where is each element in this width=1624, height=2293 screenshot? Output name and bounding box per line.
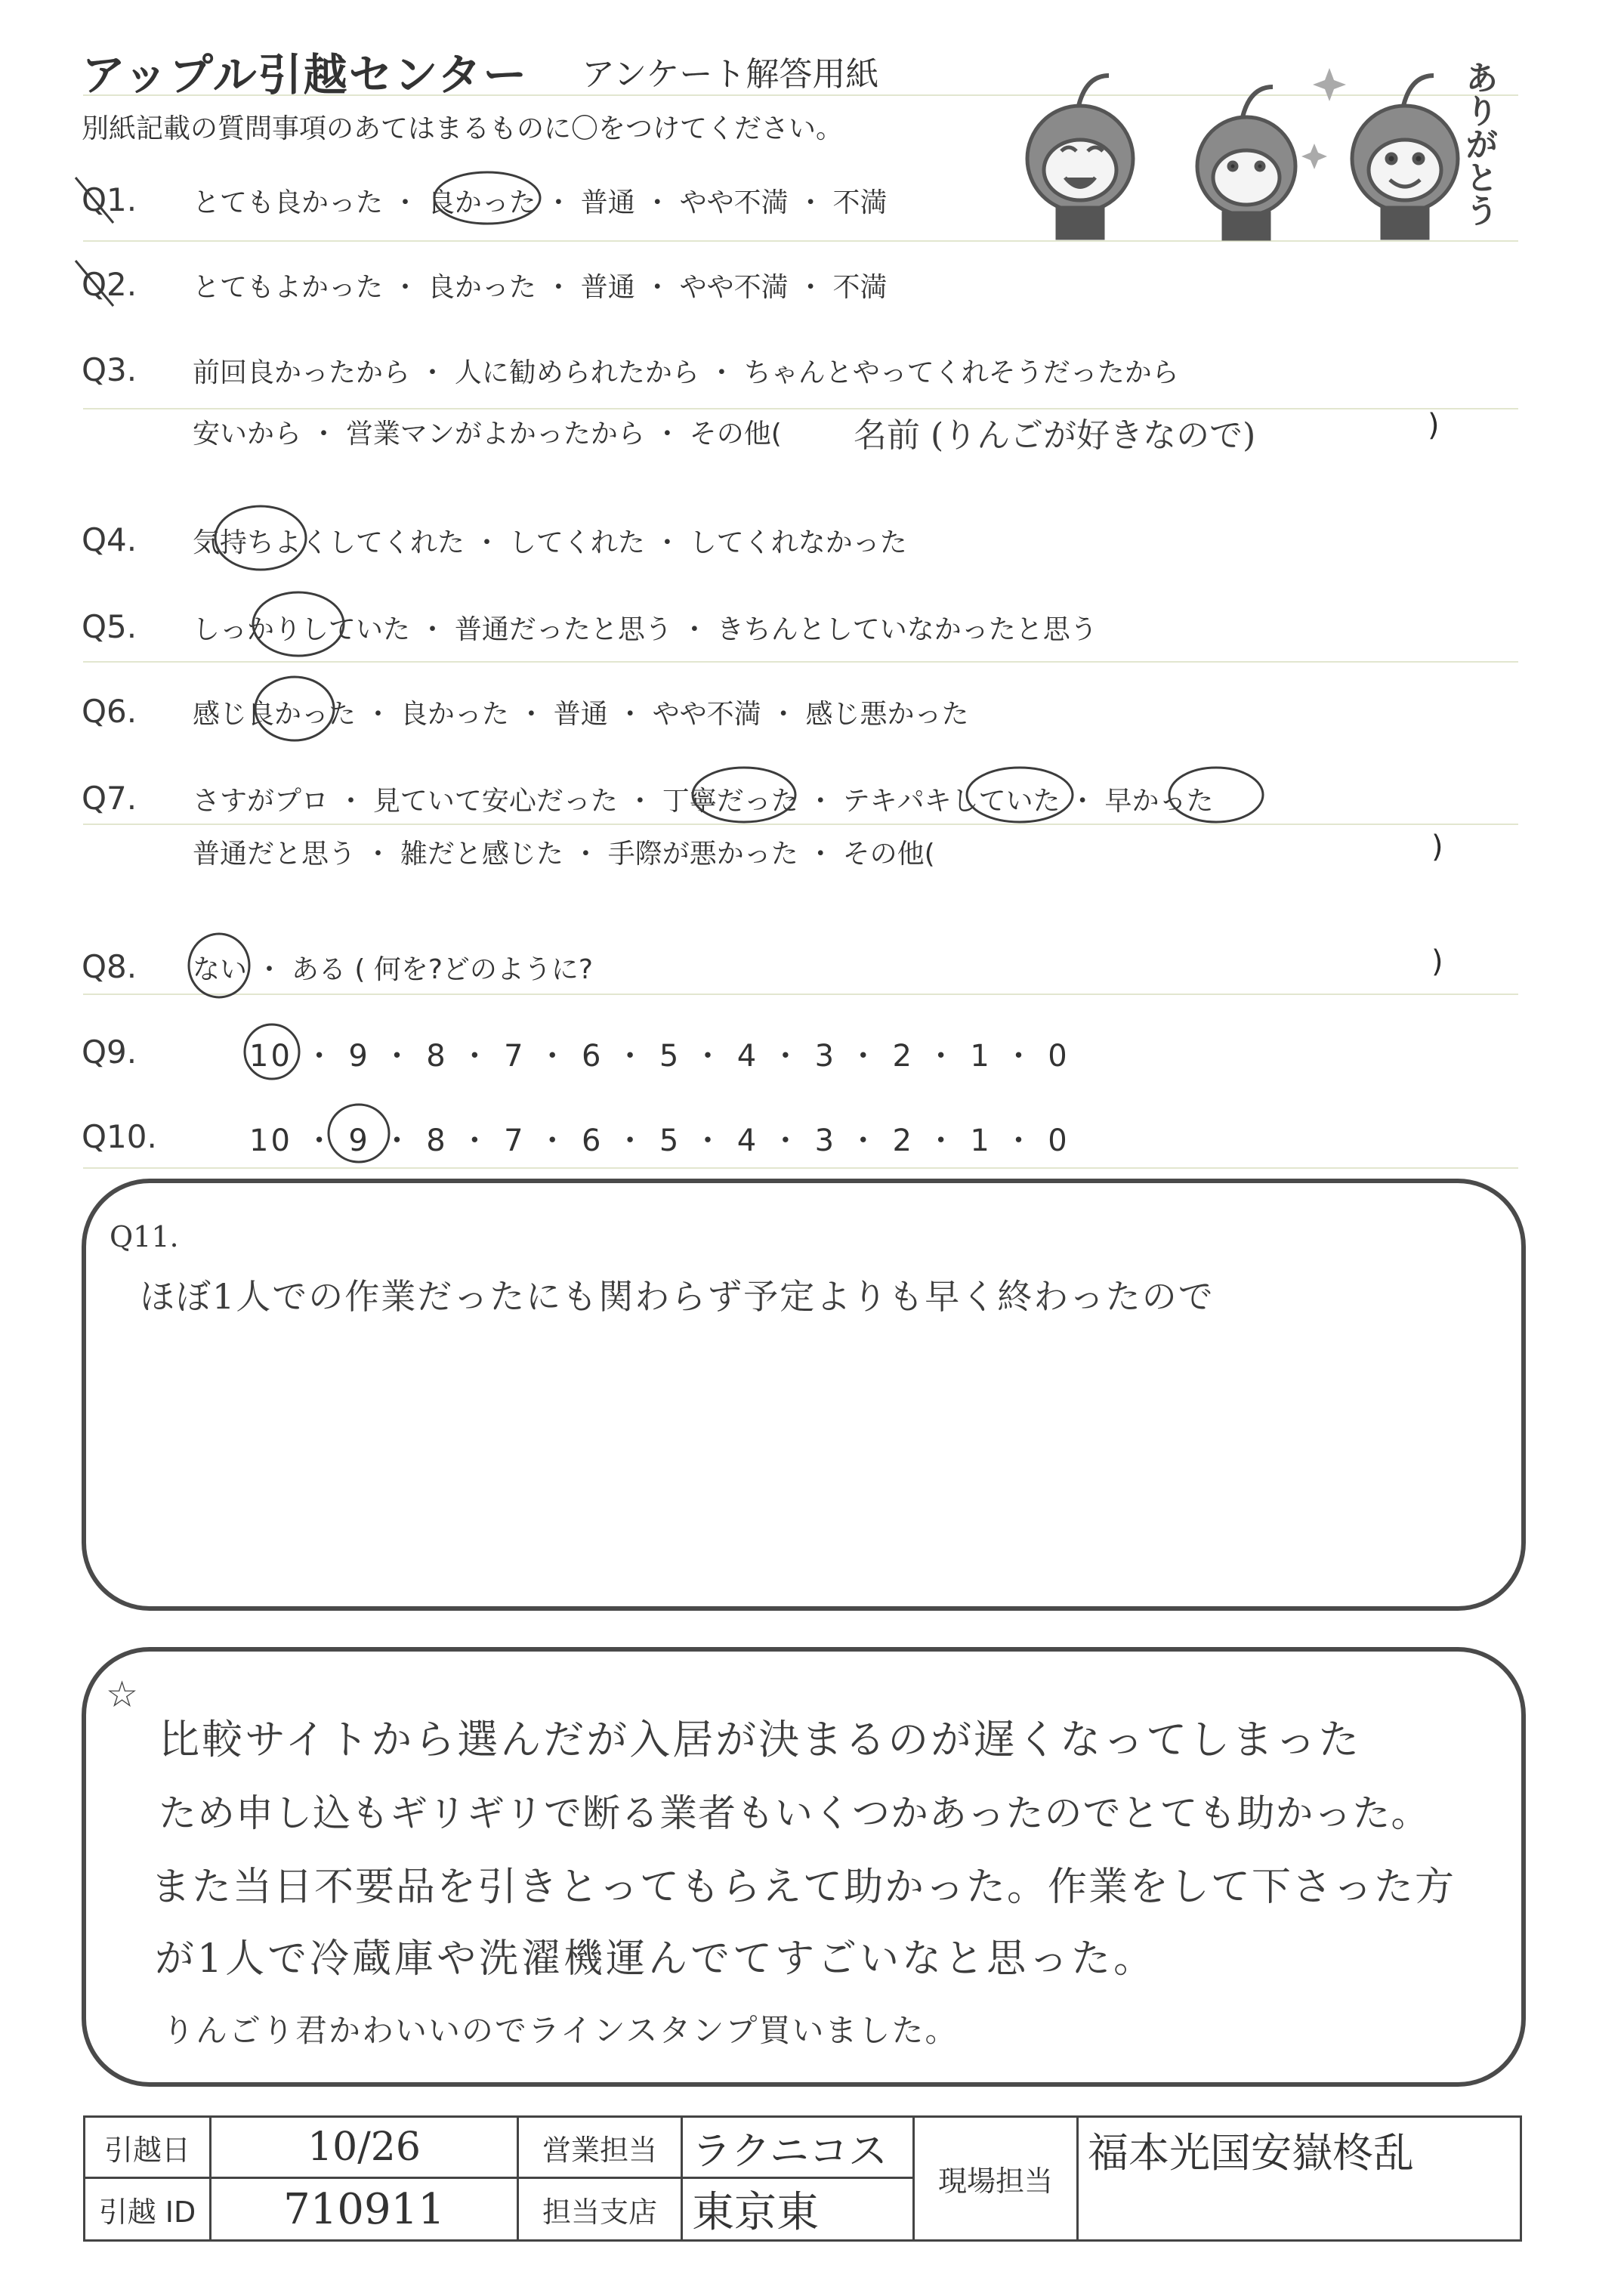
q3-label: Q3. <box>82 351 137 388</box>
move-id-label: 引越 ID <box>85 2178 211 2241</box>
q10-scale: 10 ・ 9 ・ 8 ・ 7 ・ 6 ・ 5 ・ 4 ・ 3 ・ 2 ・ 1 ・ 0 <box>249 1123 1070 1158</box>
q9-circle <box>245 1024 299 1079</box>
q10-label: Q10. <box>82 1118 157 1155</box>
move-id-value: 710911 <box>211 2178 518 2241</box>
comment-line-3: また当日不要品を引きとってもらえて助かった。作業をして下さった方 <box>151 1865 1456 1910</box>
q2-options: とてもよかった ・ 良かった ・ 普通 ・ やや不満 ・ 不満 <box>193 272 888 303</box>
q2-strike-mark <box>76 261 113 306</box>
q5-label: Q5. <box>82 608 137 645</box>
sales-rep-label: 営業担当 <box>518 2117 682 2178</box>
q1-options: とても良かった ・ 良かった ・ 普通 ・ やや不満 ・ 不満 <box>193 187 888 218</box>
q7-circle-fast <box>1169 768 1263 822</box>
q9-label: Q9. <box>82 1034 137 1071</box>
q11-answer: ほぼ1人での作業だったにも関わらず予定よりも早く終わったので <box>140 1276 1215 1317</box>
q9-scale: 10 ・ 9 ・ 8 ・ 7 ・ 6 ・ 5 ・ 4 ・ 3 ・ 2 ・ 1 ・ 0 <box>249 1039 1070 1074</box>
comment-line-2: ため申し込もギリギリで断る業者もいくつかあったのでとても助かった。 <box>159 1791 1430 1835</box>
q4-options: 気持ちよくしてくれた ・ してくれた ・ してくれなかった <box>193 527 907 558</box>
comment-line-5: りんごり君かわいいのでラインスタンプ買いました。 <box>162 2012 959 2049</box>
field-staff-value: 福本光国安嶽柊乱 <box>1078 2117 1521 2241</box>
q6-circle <box>255 677 334 740</box>
comment-line-4: が1人で冷蔵庫や洗濯機運んでてすごいなと思った。 <box>155 1936 1156 1982</box>
q6-options: 感じ良かった ・ 良かった ・ 普通 ・ やや不満 ・ 感じ悪かった <box>193 699 969 730</box>
q11-answer-box <box>82 1179 1526 1611</box>
q3-other-answer: 名前 (りんごが好きなので) <box>854 416 1256 455</box>
q5-options: しっかりしていた ・ 普通だったと思う ・ きちんとしていなかったと思う <box>193 614 1098 645</box>
q1-circle <box>434 172 540 224</box>
q8-close-paren: ) <box>1431 944 1443 979</box>
q10-circle <box>329 1105 389 1162</box>
star-icon: ☆ <box>106 1673 139 1716</box>
instructions: 別紙記載の質問事項のあてはまるものに〇をつけてください。 <box>82 113 844 144</box>
q1-strike-mark <box>76 178 113 223</box>
move-date-value: 10/26 <box>211 2117 518 2178</box>
q3-options-line2: 安いから ・ 営業マンがよかったから ・ その他( <box>193 419 782 450</box>
q7-close-paren: ) <box>1431 830 1443 864</box>
q7-circle-brisk <box>967 768 1073 822</box>
comment-line-1: 比較サイトから選んだが入居が決まるのが遅くなってしまった <box>159 1716 1362 1763</box>
q7-options-line2: 普通だと思う ・ 雑だと感じた ・ 手際が悪かった ・ その他( <box>193 839 935 870</box>
q8-label: Q8. <box>82 948 137 985</box>
move-date-label: 引越日 <box>85 2117 211 2178</box>
q7-options: さすがプロ ・ 見ていて安心だった ・ 丁寧だった ・ テキパキしていた ・ 早かった <box>193 786 1214 817</box>
q2-label: Q2. <box>82 266 137 303</box>
q8-options: ない ・ ある ( 何を?どのように? <box>193 954 594 985</box>
company-name: アップル引越センター <box>82 49 529 100</box>
q4-label: Q4. <box>82 521 137 558</box>
footer-table <box>83 2115 1522 2242</box>
q7-circle-polite <box>693 768 795 822</box>
q8-circle <box>189 934 249 997</box>
field-staff-label: 現場担当 <box>914 2117 1078 2241</box>
q1-label: Q1. <box>82 181 137 218</box>
sales-rep-value: ラクニコス <box>682 2117 914 2178</box>
branch-value: 東京東 <box>682 2178 914 2241</box>
q3-close-paren: ) <box>1428 408 1440 443</box>
q11-label: Q11. <box>110 1220 179 1253</box>
q3-options: 前回良かったから ・ 人に勧められたから ・ ちゃんとやってくれそうだったから <box>193 357 1179 388</box>
q6-label: Q6. <box>82 693 137 730</box>
q4-circle <box>215 506 306 570</box>
form-title: アンケート解答用紙 <box>582 55 879 94</box>
q7-label: Q7. <box>82 780 137 817</box>
branch-label: 担当支店 <box>518 2178 682 2241</box>
thanks-text: ありがとう <box>1459 60 1498 227</box>
q5-circle <box>253 592 344 656</box>
